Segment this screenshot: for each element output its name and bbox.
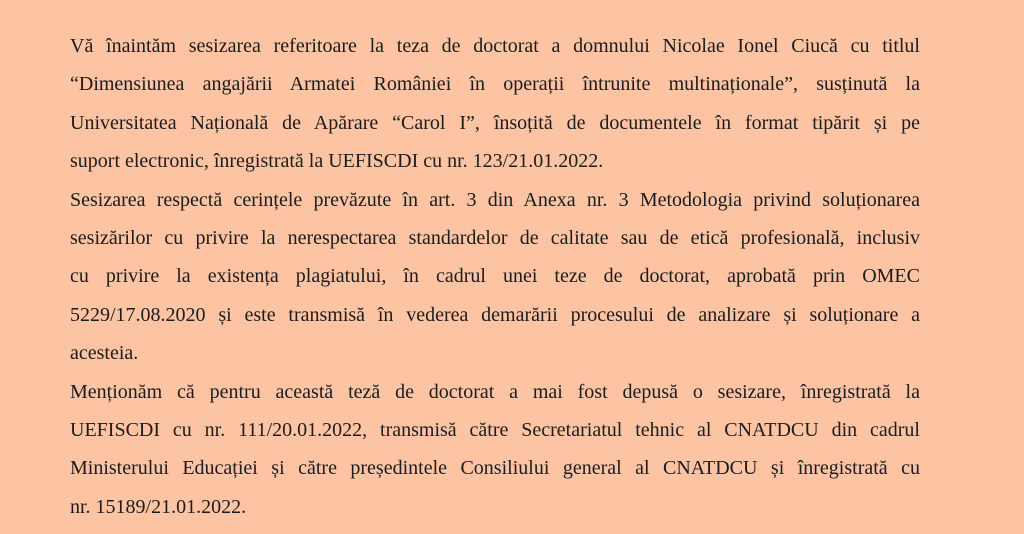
text-line: Ministerului Educației și către președintele Consiliului general al CNATDCU și înregistrată cu bbox=[70, 457, 920, 480]
text-line: Universitatea Națională de Apărare “Carol I”, însoțită de documentele în format tipărit și pe bbox=[70, 111, 920, 134]
text-line: Sesizarea respectă cerințele prevăzute în art. 3 din Anexa nr. 3 Metodologia privind soluționarea bbox=[70, 188, 920, 211]
text-line: sesizărilor cu privire la nerespectarea standardelor de calitate sau de etică profesională, inclusiv bbox=[70, 226, 920, 249]
paragraph-1 bbox=[70, 30, 920, 184]
paragraph-2 bbox=[70, 184, 920, 376]
text-line: suport electronic, înregistrată la UEFISCDI cu nr. 123/21.01.2022. bbox=[70, 150, 604, 173]
document-body bbox=[70, 30, 920, 529]
text-line: acesteia. bbox=[70, 342, 139, 365]
text-line: UEFISCDI cu nr. 111/20.01.2022, transmisă către Secretariatul tehnic al CNATDCU din cadrul bbox=[70, 418, 920, 441]
text-line: “Dimensiunea angajării Armatei României în operații întrunite multinaționale”, susținută la bbox=[70, 73, 920, 96]
text-line: Menționăm că pentru această teză de doctorat a mai fost depusă o sesizare, înregistrată la bbox=[70, 380, 920, 403]
paragraph-3 bbox=[70, 376, 920, 530]
text-line: cu privire la existența plagiatului, în cadrul unei teze de doctorat, aprobată prin OMEC bbox=[70, 265, 920, 288]
text-line: nr. 15189/21.01.2022. bbox=[70, 495, 247, 518]
text-line: Vă înaintăm sesizarea referitoare la teza de doctorat a domnului Nicolae Ionel Ciucă cu titlul bbox=[70, 35, 920, 57]
text-line: 5229/17.08.2020 și este transmisă în vederea demarării procesului de analizare și soluționare a bbox=[70, 303, 920, 326]
